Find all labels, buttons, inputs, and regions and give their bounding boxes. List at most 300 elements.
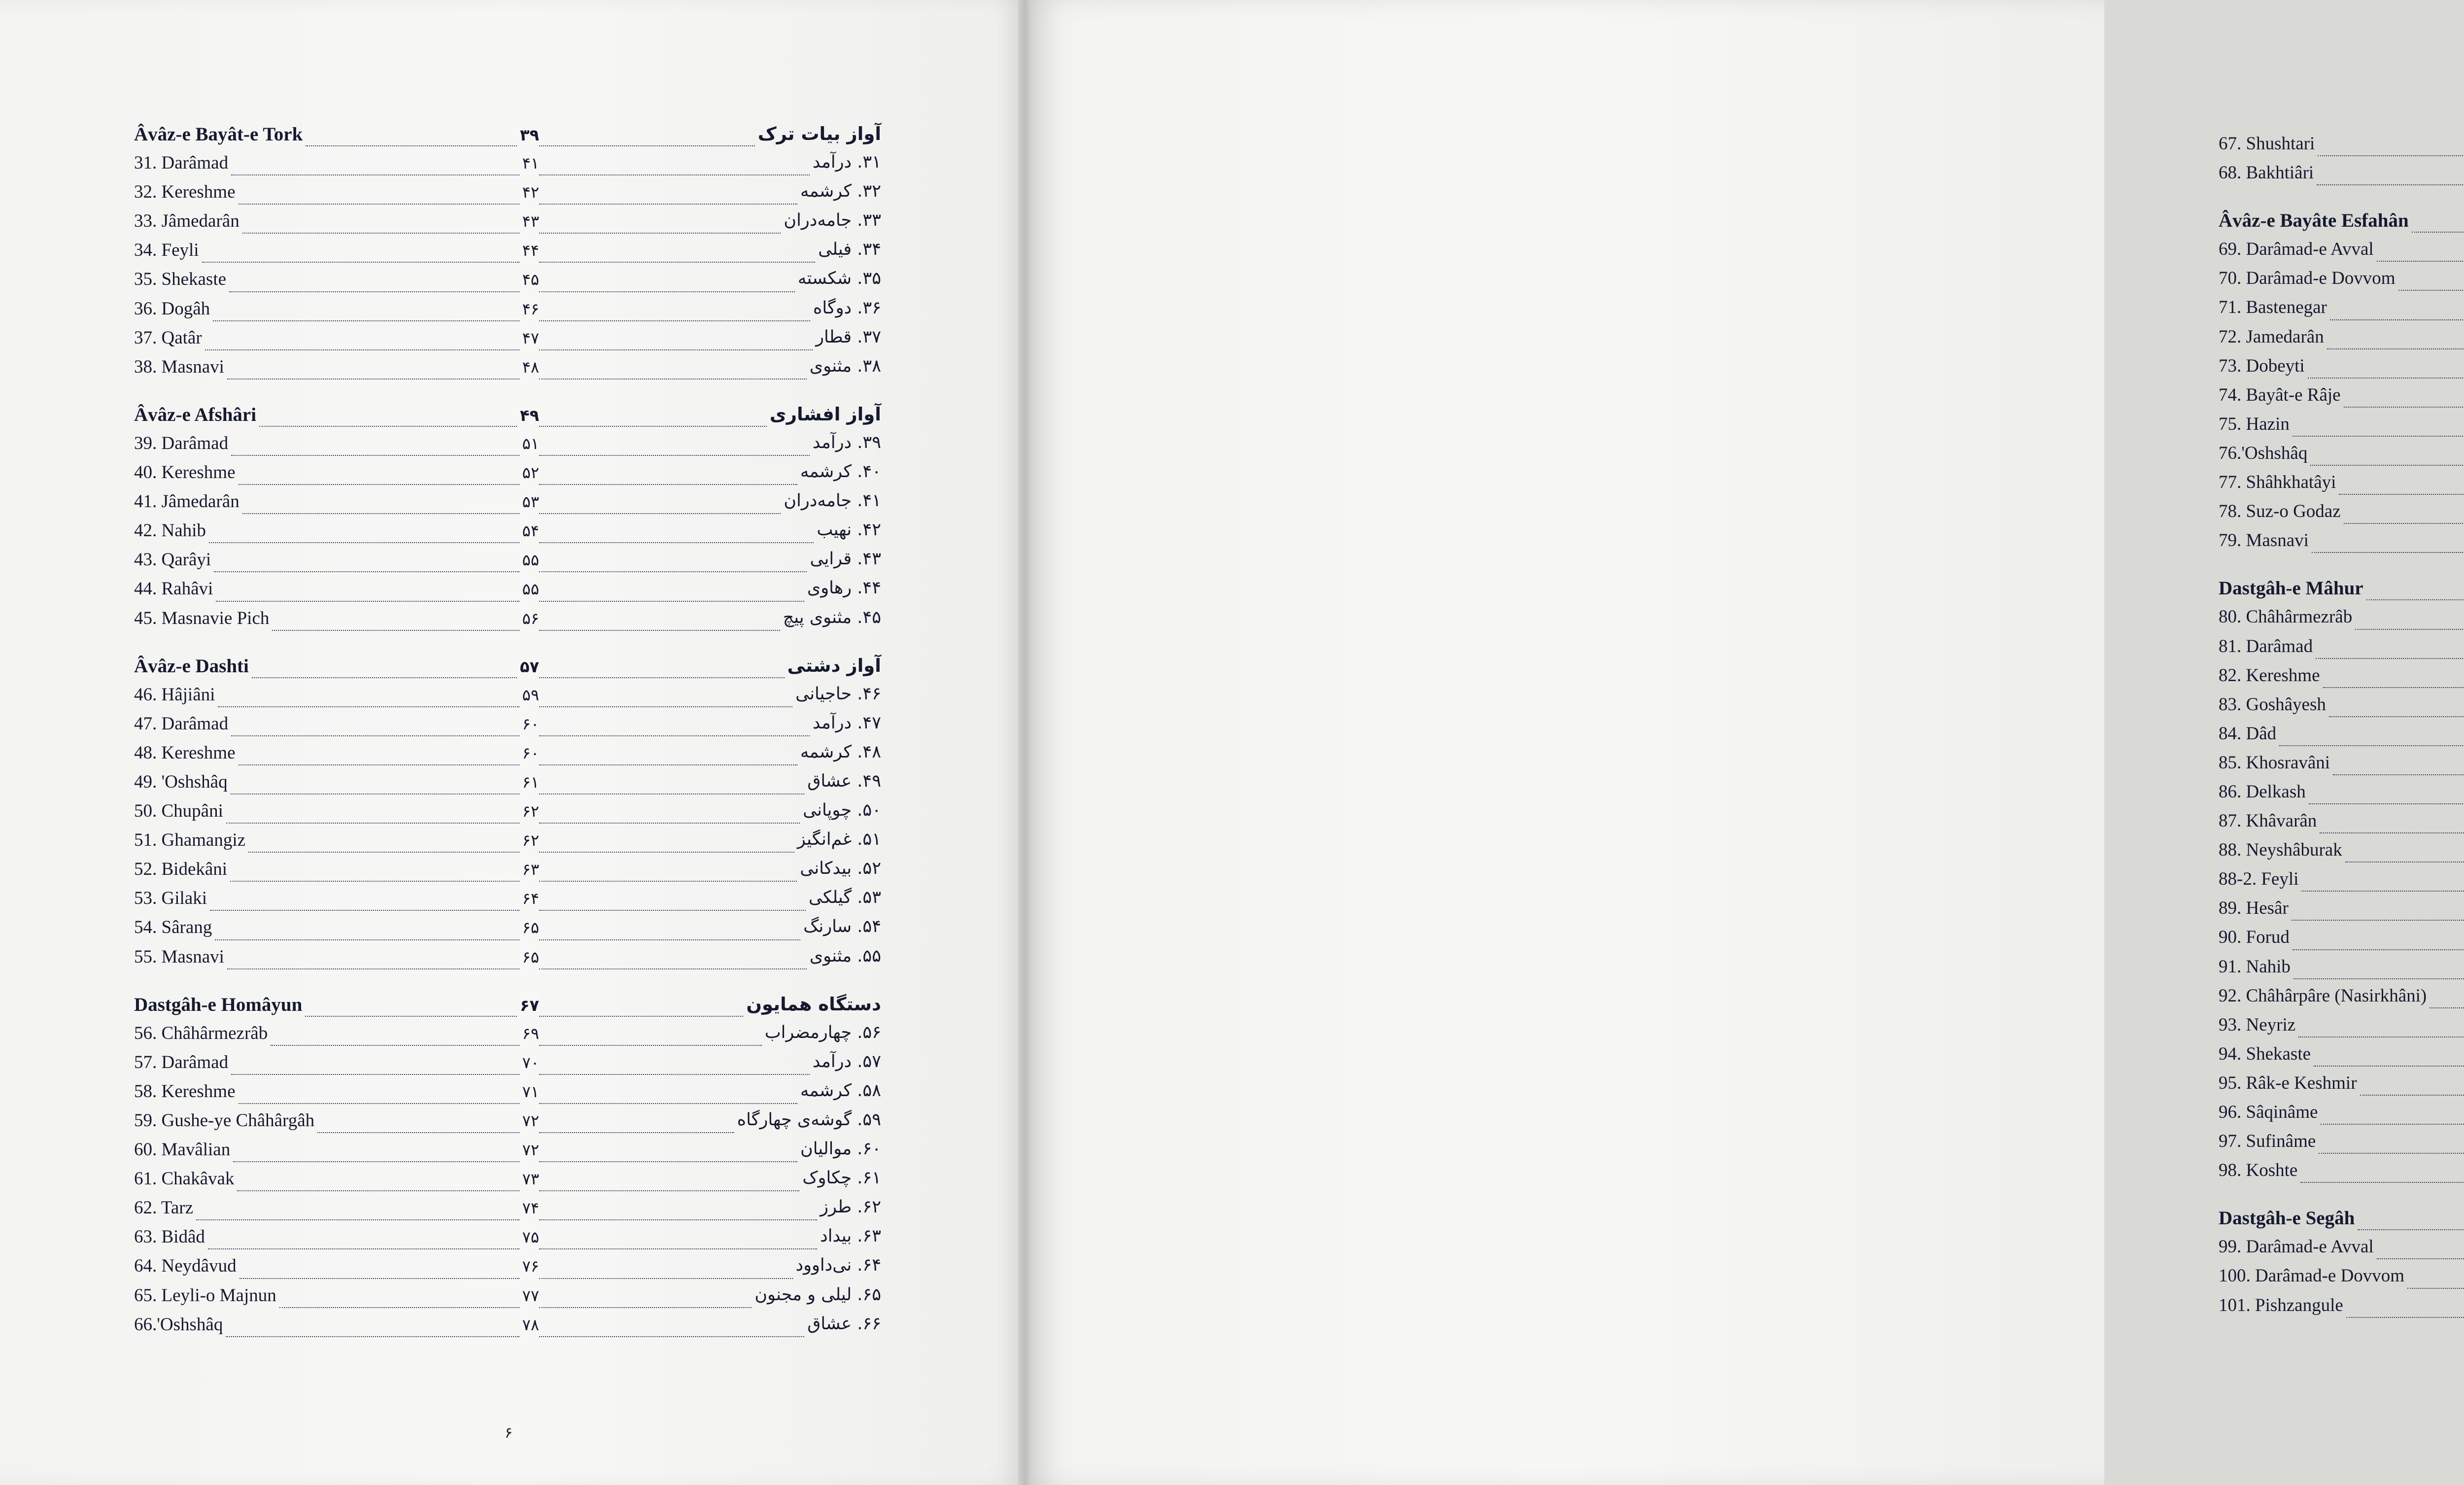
toc-entry (134, 240, 539, 269)
toc-entry-label: 71. Bastenegar (2219, 297, 2327, 318)
dot-leader (2321, 1123, 2464, 1125)
toc-entry (134, 152, 539, 181)
dot-leader (539, 1336, 804, 1337)
toc-entry (536, 859, 881, 888)
dot-leader (539, 706, 792, 707)
toc-entry-label: ۳۷. قطار (816, 327, 881, 347)
toc-entry (536, 1314, 881, 1343)
toc-entry-label: 97. Sufinâme (2219, 1131, 2316, 1152)
toc-page-number: ۵۹ (522, 685, 539, 704)
dot-leader (2355, 628, 2464, 630)
toc-page-number: ۵۶ (522, 609, 539, 628)
dot-leader (2339, 493, 2464, 495)
toc-entry (134, 800, 539, 829)
toc-section-heading (134, 123, 539, 152)
toc-entry (536, 1168, 881, 1197)
toc-entry-label: ۵۵. مثنوی (809, 946, 881, 966)
toc-entry-label: 65. Leyli-o Majnun (134, 1285, 276, 1306)
toc-entry (536, 181, 881, 210)
toc-page-number: ۴۷ (522, 328, 539, 347)
toc-entry (2219, 133, 2464, 162)
dot-leader (2298, 1036, 2464, 1037)
toc-entry (134, 433, 539, 462)
toc-entry-label: 57. Darâmad (134, 1052, 229, 1072)
toc-entry (536, 1023, 881, 1052)
toc-entry (134, 1168, 539, 1197)
toc-entry-label: ۵۹. گوشه‌ی چهارگاه (737, 1110, 881, 1130)
toc-page-number: ۵۵ (522, 551, 539, 570)
section-gap (134, 385, 539, 404)
dot-leader (209, 542, 519, 543)
toc-entry-label: 101. Pishzangule (2219, 1295, 2343, 1315)
section-gap (134, 975, 539, 994)
dot-leader (233, 1161, 519, 1162)
dot-leader (539, 939, 800, 940)
toc-entry (536, 210, 881, 240)
dot-leader (539, 880, 797, 882)
dot-leader (2308, 377, 2464, 379)
toc-entry (134, 1285, 539, 1314)
toc-section-heading (536, 404, 881, 433)
toc-section-heading (2219, 1207, 2464, 1236)
dot-leader (2344, 406, 2464, 408)
toc-entry-label: 33. Jâmedarân (134, 211, 240, 232)
toc-entry (536, 520, 881, 549)
toc-page-number: ۶۲ (522, 802, 539, 821)
dot-leader (539, 320, 810, 321)
toc-entry-label: 45. Masnavie Pich (134, 608, 270, 628)
toc-page-number: ۷۲ (522, 1111, 539, 1130)
dot-leader (215, 939, 519, 940)
toc-entry (134, 1052, 539, 1081)
dot-leader (227, 968, 519, 969)
toc-entry-label: ۳۲. کرشمه (800, 181, 881, 202)
toc-page-number: ۷۰ (522, 1053, 539, 1072)
toc-entry (536, 491, 881, 520)
dot-leader (539, 629, 780, 631)
toc-entry-label: Âvâz-e Afshâri (134, 404, 257, 425)
dot-leader (2314, 1065, 2464, 1067)
page-number-left: ۶ (505, 1424, 513, 1442)
toc-entry-label: 84. Dâd (2219, 723, 2277, 744)
dot-leader (2360, 1094, 2464, 1096)
toc-entry-label: 48. Kereshme (134, 742, 236, 763)
toc-page-number: ۴۹ (519, 406, 539, 425)
toc-entry (536, 742, 881, 771)
toc-entry (2219, 694, 2464, 723)
section-gap (2219, 559, 2464, 577)
toc-page-number: ۷۷ (522, 1286, 539, 1305)
dot-leader (539, 1219, 817, 1220)
toc-entry-label: 98. Koshte (2219, 1160, 2298, 1181)
toc-entry-label: ۳۸. مثنوی (809, 356, 881, 376)
toc-entry-label: ۵۷. درآمد (812, 1051, 881, 1071)
toc-entry-label: 69. Darâmad-e Avval (2219, 239, 2374, 260)
section-gap (536, 385, 881, 404)
toc-entry-label: ۴۶. حاجیانی (795, 684, 881, 704)
toc-entry-label: ۵۴. سارنگ (803, 917, 881, 937)
dot-leader (239, 203, 519, 205)
toc-entry (536, 433, 881, 462)
toc-entry (134, 946, 539, 975)
toc-entry (2219, 927, 2464, 956)
toc-entry-label: ۶۵. لیلی و مجنون (754, 1284, 881, 1305)
toc-entry (134, 1110, 539, 1139)
right-page (1025, 0, 2427, 1485)
toc-section-heading (134, 655, 539, 684)
toc-page-number: ۶۳ (522, 860, 539, 879)
toc-entry (536, 1285, 881, 1314)
toc-entry-label: آواز افشاری (769, 403, 881, 425)
dot-leader (2366, 599, 2464, 600)
toc-entry (134, 1139, 539, 1168)
section-gap (536, 975, 881, 994)
toc-entry-label: ۵۰. چوپانی (803, 800, 881, 821)
toc-entry-label: 83. Goshâyesh (2219, 694, 2326, 715)
dot-leader (539, 203, 797, 205)
dot-leader (252, 677, 517, 678)
toc-entry (536, 269, 881, 298)
toc-entry (2219, 326, 2464, 355)
section-gap (134, 637, 539, 655)
section-gap (2219, 1189, 2464, 1207)
toc-section-heading (2219, 577, 2464, 606)
toc-entry-label: 68. Bakhtiâri (2219, 163, 2314, 183)
toc-entry (2219, 268, 2464, 297)
toc-entry (134, 713, 539, 742)
toc-entry (536, 327, 881, 356)
toc-entry (536, 1226, 881, 1255)
toc-entry-label: 49. 'Oshshâq (134, 771, 228, 792)
toc-entry (536, 1081, 881, 1110)
toc-entry-label: دستگاه همایون (746, 993, 881, 1015)
dot-leader (2377, 1258, 2464, 1259)
toc-page-number: ۴۲ (522, 183, 539, 202)
dot-leader (2319, 1152, 2464, 1154)
toc-entry-label: 55. Masnavi (134, 946, 224, 967)
toc-page-number: ۶۲ (522, 831, 539, 850)
dot-leader (539, 1044, 762, 1046)
toc-entry (536, 240, 881, 269)
toc-entry-label: ۴۸. کرشمه (800, 742, 881, 762)
toc-page-number: ۶۰ (522, 743, 539, 762)
toc-entry-label: Dastgâh-e Homâyun (134, 994, 303, 1015)
toc-entry-label: 56. Châhârmezrâb (134, 1023, 268, 1043)
dot-leader (2329, 716, 2464, 717)
toc-entry (134, 888, 539, 917)
toc-section-heading (536, 123, 881, 152)
dot-leader (208, 1248, 519, 1249)
dot-leader (227, 378, 519, 380)
toc-entry (2219, 810, 2464, 839)
toc-section-heading (2219, 209, 2464, 239)
dot-leader (539, 1103, 797, 1104)
toc-entry-label: ۳۴. فیلی (818, 240, 881, 260)
toc-entry-label: 66.'Oshshâq (134, 1314, 223, 1335)
toc-page-number: ۷۶ (522, 1257, 539, 1276)
dot-leader (539, 1248, 817, 1249)
toc-entry-label: Dastgâh-e Mâhur (2219, 578, 2363, 599)
toc-page-number: ۵۴ (522, 521, 539, 541)
dot-leader (213, 320, 519, 321)
toc-entry-label: ۶۰. موالیان (800, 1139, 881, 1159)
toc-entry-label: ۴۰. کرشمه (800, 462, 881, 482)
toc-entry (134, 1314, 539, 1343)
toc-entry (134, 771, 539, 800)
toc-entry (134, 549, 539, 578)
dot-leader (539, 291, 795, 292)
toc-entry-label: 92. Châhârpâre (Nasirkhâni) (2219, 985, 2427, 1006)
toc-entry-label: 96. Sâqinâme (2219, 1102, 2318, 1122)
dot-leader (2310, 464, 2464, 466)
dot-leader (2279, 745, 2464, 746)
dot-leader (539, 764, 797, 765)
toc-entry-label: 76.'Oshshâq (2219, 443, 2308, 463)
toc-entry-label: 60. Mavâlian (134, 1140, 231, 1160)
toc-section-heading (536, 655, 881, 684)
toc-entry (536, 1255, 881, 1284)
toc-entry-label: Âvâz-e Bayâte Esfahân (2219, 210, 2409, 232)
toc-entry (2219, 1043, 2464, 1072)
toc-entry-label: 50. Chupâni (134, 801, 223, 822)
dot-leader (218, 706, 519, 707)
toc-entry-label: 52. Bidekâni (134, 859, 228, 880)
toc-entry (536, 1052, 881, 1081)
toc-page-number: ۴۱ (522, 154, 539, 173)
dot-leader (239, 764, 519, 765)
toc-section-heading (134, 994, 539, 1023)
dot-leader (2316, 657, 2464, 659)
toc-entry-label: ۴۲. نهیب (817, 520, 881, 540)
dot-leader (539, 232, 781, 234)
toc-page-number: ۷۳ (522, 1170, 539, 1189)
toc-entry (134, 210, 539, 240)
dot-leader (231, 454, 519, 456)
toc-entry (134, 578, 539, 607)
dot-leader (2412, 231, 2464, 233)
toc-entry-label: 90. Forud (2219, 927, 2290, 948)
toc-entry-label: ۶۶. عشاق (807, 1313, 881, 1334)
dot-leader (539, 261, 815, 263)
toc-entry (2219, 239, 2464, 268)
dot-leader (2330, 319, 2464, 320)
toc-entry (134, 1081, 539, 1110)
toc-page-number: ۵۷ (519, 657, 539, 676)
toc-entry-label: 59. Gushe-ye Châhârgâh (134, 1110, 315, 1131)
toc-entry-label: ۶۱. چکاوک (802, 1168, 881, 1188)
dot-leader (539, 483, 797, 485)
toc-entry-label: 94. Shekaste (2219, 1043, 2311, 1064)
toc-entry-label: 39. Darâmad (134, 433, 229, 453)
toc-entry (536, 771, 881, 800)
toc-entry-label: 80. Châhârmezrâb (2219, 607, 2353, 627)
dot-leader (240, 1278, 519, 1279)
toc-entry (2219, 868, 2464, 898)
left-latin-toc (134, 123, 539, 1343)
toc-entry (2219, 297, 2464, 326)
dot-leader (539, 425, 767, 427)
toc-entry-label: 40. Kereshme (134, 462, 236, 483)
toc-page-number: ۷۱ (522, 1082, 539, 1101)
dot-leader (242, 232, 519, 234)
dot-leader (214, 571, 519, 572)
toc-entry-label: ۴۷. درآمد (812, 713, 881, 733)
dot-leader (539, 1132, 734, 1133)
toc-entry (2219, 1072, 2464, 1102)
toc-page-number: ۶۴ (522, 889, 539, 908)
toc-page-number: ۶۵ (522, 918, 539, 937)
toc-entry-label: 88. Neyshâburak (2219, 840, 2342, 861)
toc-entry-label: 61. Chakâvak (134, 1169, 235, 1189)
dot-leader (2317, 184, 2464, 185)
toc-entry (134, 462, 539, 491)
toc-page-number: ۳۹ (519, 126, 539, 144)
toc-page-number: ۷۲ (522, 1140, 539, 1160)
dot-leader (2407, 1287, 2464, 1289)
dot-leader (539, 571, 807, 572)
toc-entry-label: 34. Feyli (134, 240, 199, 261)
toc-entry (2219, 1236, 2464, 1265)
toc-entry-label: 35. Shekaste (134, 269, 227, 290)
toc-entry-label: 62. Tarz (134, 1198, 194, 1218)
dot-leader (239, 483, 519, 485)
toc-entry (536, 608, 881, 637)
dot-leader (539, 1161, 797, 1162)
toc-entry-label: 85. Khosravâni (2219, 752, 2330, 773)
dot-leader (2344, 522, 2464, 524)
toc-entry-label: ۳۱. درآمد (812, 152, 881, 173)
toc-entry-label: 32. Kereshme (134, 182, 236, 203)
toc-entry (2219, 781, 2464, 810)
toc-entry (2219, 985, 2464, 1014)
dot-leader (196, 1219, 519, 1220)
toc-entry-label: ۵۱. غم‌انگیز (797, 829, 881, 850)
toc-entry-label: 72. Jamedarân (2219, 326, 2324, 347)
toc-entry (134, 298, 539, 327)
dot-leader (202, 261, 519, 263)
toc-entry-label: 53. Gilaki (134, 888, 207, 909)
toc-entry (536, 1110, 881, 1139)
toc-entry-label: ۴۵. مثنوی پیچ (783, 607, 881, 627)
toc-entry (536, 1197, 881, 1226)
dot-leader (271, 1044, 519, 1046)
dot-leader (216, 600, 519, 602)
toc-entry (134, 1197, 539, 1226)
toc-entry-label: 89. Hesâr (2219, 898, 2289, 919)
dot-leader (2318, 155, 2464, 156)
dot-leader (539, 454, 810, 456)
toc-entry-label: 47. Darâmad (134, 713, 229, 734)
toc-entry (2219, 752, 2464, 781)
toc-entry-label: ۳۵. شکسته (797, 269, 881, 289)
toc-entry-label: 31. Darâmad (134, 153, 229, 173)
dot-leader (539, 909, 806, 911)
dot-leader (2327, 348, 2464, 349)
toc-entry (134, 608, 539, 637)
toc-entry (536, 578, 881, 607)
dot-leader (2320, 832, 2464, 833)
toc-entry-label: 81. Darâmad (2219, 636, 2313, 656)
toc-page-number: ۷۴ (522, 1199, 539, 1218)
toc-entry (536, 917, 881, 946)
toc-entry (536, 684, 881, 713)
toc-entry (2219, 1014, 2464, 1043)
toc-entry (536, 356, 881, 385)
dot-leader (231, 793, 519, 794)
toc-entry-label: 78. Suz-o Godaz (2219, 501, 2341, 522)
toc-entry (2219, 898, 2464, 927)
toc-entry (2219, 443, 2464, 472)
toc-entry-label: ۵۸. کرشمه (800, 1080, 881, 1101)
toc-entry (536, 829, 881, 859)
toc-entry (2219, 839, 2464, 868)
toc-page-number: ۴۵ (522, 270, 539, 289)
toc-entry-label: ۳۶. دوگاه (813, 298, 881, 318)
left-page (0, 0, 1025, 1485)
toc-entry (536, 549, 881, 578)
toc-entry-label: ۴۹. عشاق (807, 771, 881, 791)
dot-leader (239, 1103, 519, 1104)
toc-entry-label: ۵۶. چهارمضراب (764, 1022, 881, 1042)
dot-leader (539, 378, 807, 380)
toc-entry (134, 742, 539, 771)
toc-page-number: ۶۹ (522, 1024, 539, 1043)
toc-entry (134, 327, 539, 356)
dot-leader (2309, 803, 2464, 804)
dot-leader (539, 677, 785, 678)
toc-entry (2219, 414, 2464, 443)
toc-entry (134, 1226, 539, 1255)
dot-leader (210, 909, 519, 911)
dot-leader (2377, 260, 2464, 262)
dot-leader (2430, 1007, 2464, 1008)
left-persian-toc (536, 123, 881, 1343)
dot-leader (2293, 978, 2464, 979)
toc-entry-label: 74. Bayât-e Râje (2219, 384, 2341, 405)
dot-leader (539, 513, 781, 514)
toc-entry-label: 75. Hazin (2219, 414, 2290, 434)
toc-entry (536, 1139, 881, 1168)
toc-entry-label: 43. Qarâyi (134, 550, 211, 570)
dot-leader (2333, 774, 2464, 775)
toc-entry (2219, 355, 2464, 384)
toc-entry (2219, 665, 2464, 694)
toc-entry-label: 95. Râk-e Keshmir (2219, 1072, 2357, 1093)
toc-entry-label: ۵۲. بیدکانی (800, 859, 881, 879)
toc-entry-label: ۴۱. جامه‌دران (784, 491, 881, 511)
toc-entry (134, 684, 539, 713)
toc-entry (2219, 384, 2464, 414)
toc-entry (536, 462, 881, 491)
toc-entry-label: 42. Nahib (134, 520, 206, 541)
toc-entry (2219, 1265, 2464, 1294)
toc-entry-label: 77. Shâhkhatâyi (2219, 472, 2336, 493)
toc-entry-label: 93. Neyriz (2219, 1014, 2296, 1035)
dot-leader (539, 1015, 743, 1017)
toc-entry (536, 800, 881, 829)
toc-entry (2219, 723, 2464, 752)
dot-leader (2293, 435, 2464, 437)
dot-leader (231, 735, 519, 736)
toc-entry (2219, 1102, 2464, 1131)
dot-leader (2293, 949, 2464, 950)
toc-page-number: ۶۱ (522, 772, 539, 792)
toc-entry (536, 888, 881, 917)
book-gutter (1018, 0, 1032, 1485)
dot-leader (539, 735, 810, 736)
toc-entry-label: ۵۳. گیلکی (808, 888, 881, 908)
toc-entry (134, 269, 539, 298)
